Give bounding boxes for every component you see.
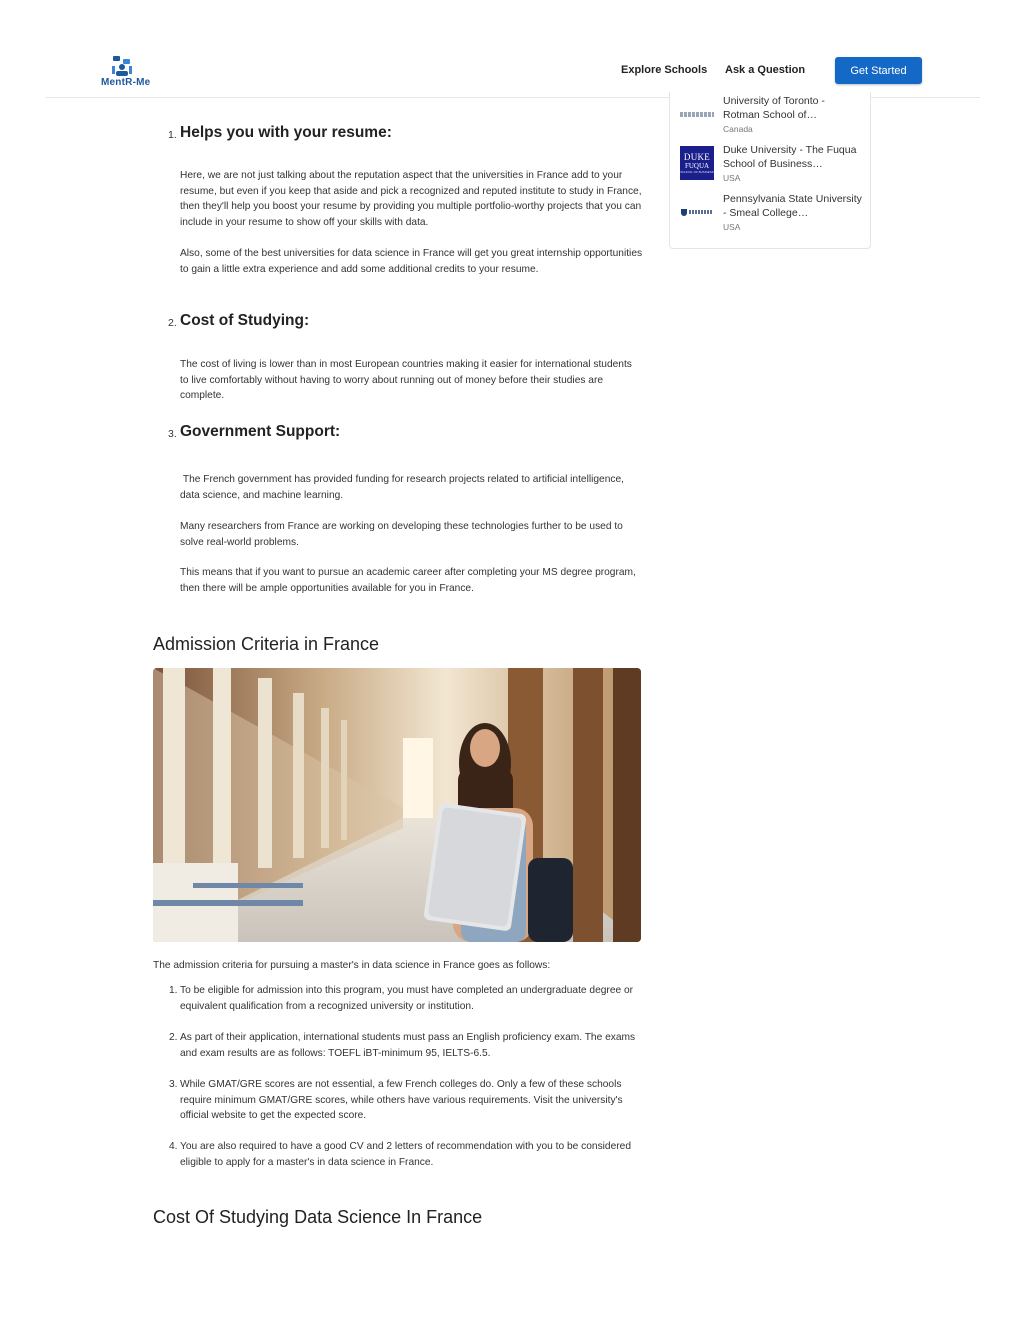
school-item-duke[interactable] [680,144,865,188]
nav-explore-schools[interactable]: Explore Schools [621,64,708,76]
nav-ask-question[interactable]: Ask a Question [725,64,806,76]
paragraph: This means that if you want to pursue an academic career after completing your MS degree program, then there will be ample opportunities available for you in France. [180,567,636,594]
mentrme-logo[interactable] [101,56,161,92]
school-name: Duke University - The Fuqua School of Business… [723,144,857,170]
site-header [46,40,980,98]
section-title-admission: Admission Criteria in France [153,634,380,654]
school-item-toronto[interactable] [680,95,865,139]
school-item-pennstate[interactable] [680,193,865,237]
paragraph: Many researchers from France are working on developing these technologies further to be used to solve real-world problems. [180,521,623,548]
toronto-logo-icon [680,97,714,131]
duke-logo-icon: DUKE FUQUA SCHOOL OF BUSINESS [680,146,714,180]
school-name: Pennsylvania State University - Smeal College… [723,193,862,219]
logo-text: MentR-Me [101,77,151,88]
school-list-card [669,92,871,249]
school-country: USA [723,222,741,232]
logo-icon [110,54,134,78]
paragraph: The French government has provided funding for research projects related to artificial intelligence, data science, and machine learning. [180,474,627,501]
section-title-cost: Cost Of Studying Data Science In France [153,1207,483,1227]
hero-image-student [153,668,641,942]
admission-intro: The admission criteria for pursuing a master's in data science in France goes as follows: [153,960,551,971]
school-name: University of Toronto - Rotman School of… [723,95,825,121]
paragraph: The cost of living is lower than in most European countries making it easier for international students to live comfortably without having to worry about running out of money before their studies are complete. [180,359,632,402]
student-photo [153,668,641,942]
paragraph: Here, we are not just talking about the reputation aspect that the universities in France add to your resume, but even if you keep that aside and pick a recognized and reputed institute to study in France, then they'll help you boost your resume by providing you multiple portfolio-worthy projects that you can include in your resume to show off your skills with data. [180,170,642,228]
school-country: Canada [723,124,753,134]
pennstate-logo-icon [680,195,714,229]
school-country: USA [723,173,741,183]
get-started-button[interactable]: Get Started [835,57,922,84]
paragraph: Also, some of the best universities for data science in France will get you great internship opportunities to gain a little extra experience and add some additional credits to your resume. [180,248,643,275]
